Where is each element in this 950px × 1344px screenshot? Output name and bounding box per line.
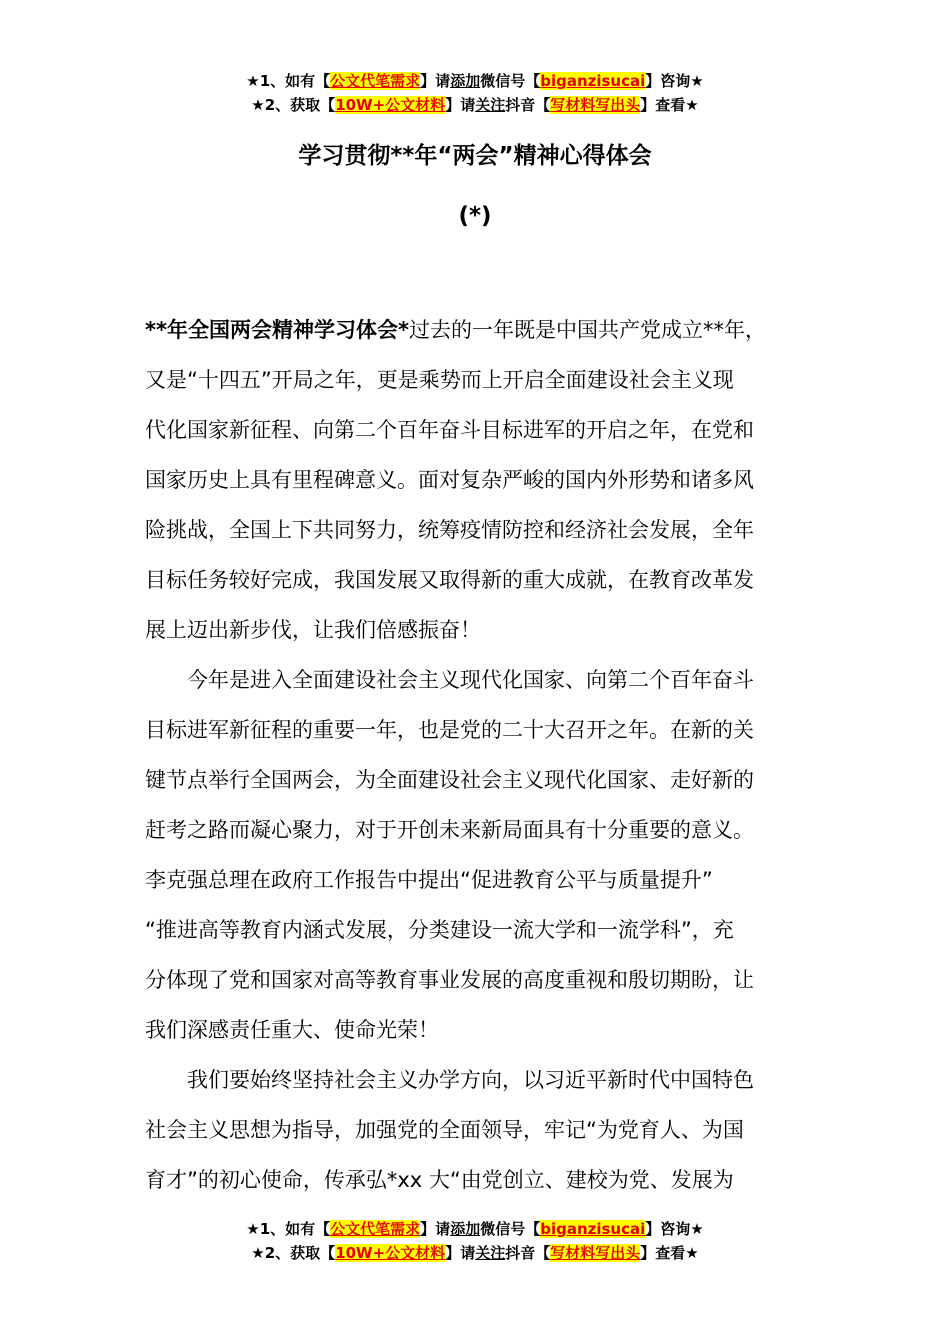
highlight-ghostwriting: 公文代笔需求	[330, 72, 421, 90]
highlight-wechat-id: biganzisucai	[540, 72, 646, 90]
paragraph-line: 国家历史上具有里程碑意义。面对复杂严峻的国内外形势和诸多风	[145, 468, 754, 492]
paragraph-line: 目标进军新征程的重要一年，也是党的二十大召开之年。在新的关	[145, 718, 754, 742]
highlight-ghostwriting: 公文代笔需求	[330, 1220, 421, 1238]
highlight-wechat-id: biganzisucai	[540, 1220, 646, 1238]
lead-heading: **年全国两会精神学习体会*	[145, 318, 409, 342]
banner-line-2: ★2、获取【10W+公文材料】请关注抖音【写材料写出头】查看★	[251, 1244, 699, 1262]
paragraph-line: 分体现了党和国家对高等教育事业发展的高度重视和殷切期盼，让	[145, 968, 754, 992]
header-banner	[0, 69, 950, 117]
highlight-materials: 10W+公文材料	[335, 96, 446, 114]
paragraph-line: 赶考之路而凝心聚力，对于开创未来新局面具有十分重要的意义。	[145, 818, 754, 842]
paragraph-2-first-line: 今年是进入全面建设社会主义现代化国家、向第二个百年奋斗	[187, 668, 754, 692]
highlight-douyin: 写材料写出头	[550, 96, 641, 114]
paragraph-line: 展上迈出新步伐，让我们倍感振奋！	[145, 618, 481, 642]
paragraph-line: 代化国家新征程、向第二个百年奋斗目标进军的开启之年，在党和	[145, 418, 754, 442]
paragraph-3-first-line: 我们要始终坚持社会主义办学方向，以习近平新时代中国特色	[187, 1068, 754, 1092]
paragraph-line: 险挑战，全国上下共同努力，统筹疫情防控和经济社会发展，全年	[145, 518, 754, 542]
paragraph-line: 育才”的初心使命，传承弘*xx 大“由党创立、建校为党、发展为	[145, 1168, 734, 1192]
highlight-materials: 10W+公文材料	[335, 1244, 446, 1262]
highlight-douyin: 写材料写出头	[550, 1244, 641, 1262]
paragraph-line: 目标任务较好完成，我国发展又取得新的重大成就，在教育改革发	[145, 568, 754, 592]
banner-line-1: ★1、如有【公文代笔需求】请添加微信号【biganzisucai】咨询★	[246, 1220, 704, 1238]
document-subtitle: (*)	[458, 203, 492, 229]
paragraph-line: 我们深感责任重大、使命光荣！	[145, 1018, 439, 1042]
paragraph-line: 社会主义思想为指导，加强党的全面领导，牢记“为党育人、为国	[145, 1118, 744, 1142]
banner-line-1: ★1、如有【公文代笔需求】请添加微信号【biganzisucai】咨询★	[246, 72, 704, 90]
banner-line-2: ★2、获取【10W+公文材料】请关注抖音【写材料写出头】查看★	[251, 96, 699, 114]
document-title: 学习贯彻**年“两会”精神心得体会	[298, 143, 652, 169]
paragraph-line: 键节点举行全国两会，为全面建设社会主义现代化国家、走好新的	[145, 768, 754, 792]
document-body	[145, 305, 795, 1205]
paragraph-line: 又是“十四五”开局之年，更是乘势而上开启全面建设社会主义现	[145, 368, 734, 392]
footer-banner	[0, 1217, 950, 1265]
paragraph-1-line-1: **年全国两会精神学习体会*过去的一年既是中国共产党成立**年，	[145, 318, 766, 342]
paragraph-line: 李克强总理在政府工作报告中提出“促进教育公平与质量提升”	[145, 868, 713, 892]
paragraph-line: “推进高等教育内涵式发展，分类建设一流大学和一流学科”，充	[145, 918, 734, 942]
